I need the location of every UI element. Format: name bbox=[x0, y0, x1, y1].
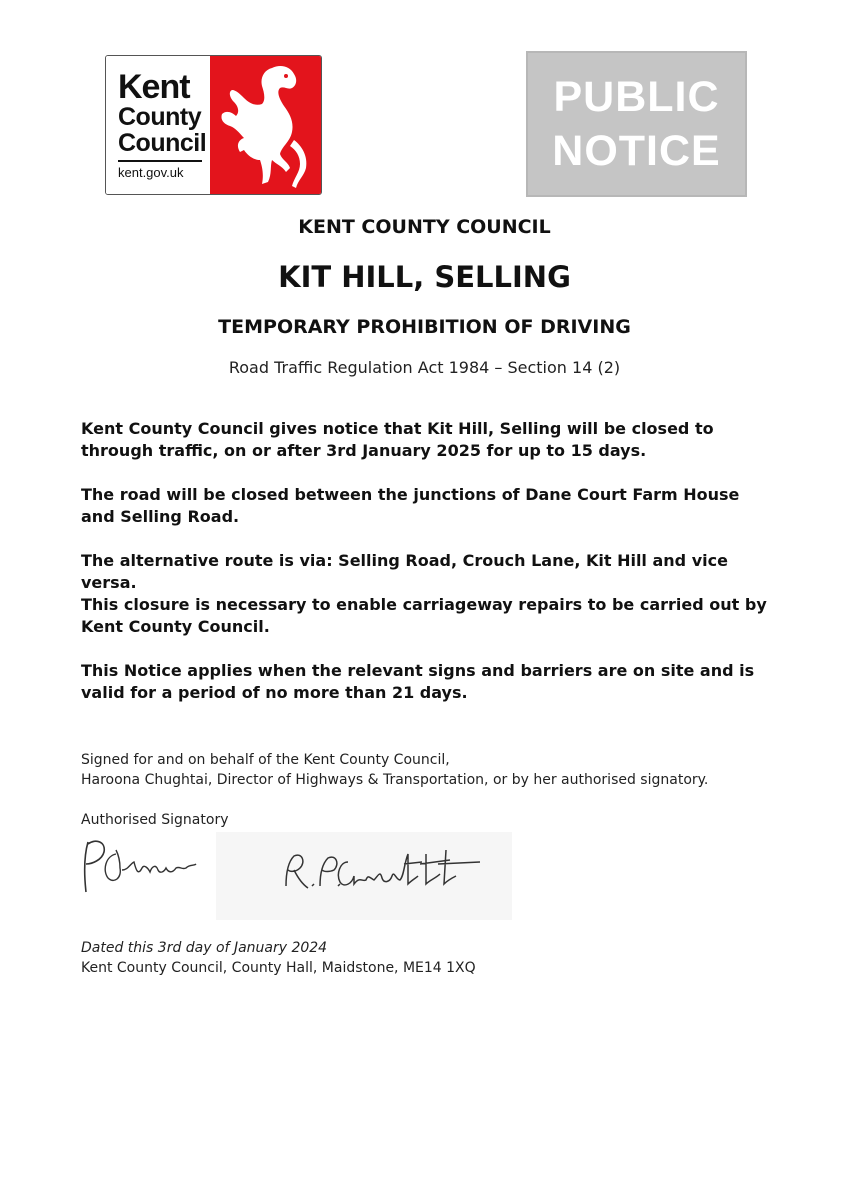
dated-line: Dated this 3rd day of January 2024 bbox=[81, 940, 328, 956]
public-notice-line2: NOTICE bbox=[552, 127, 721, 175]
logo-line-council: Council bbox=[118, 129, 207, 157]
paragraph-closure: Kent County Council gives notice that Kit Hill, Selling will be closed to through traffic, on or after 3rd January 2025 for up to 15 days. bbox=[81, 419, 714, 460]
paragraph-validity: This Notice applies when the relevant signs and barriers are on site and is valid for a period of no more than 21 days. bbox=[81, 661, 755, 702]
logo-url: kent.gov.uk bbox=[118, 165, 184, 180]
public-notice-line1: PUBLIC bbox=[553, 73, 720, 121]
paragraph-junctions: The road will be closed between the junctions of Dane Court Farm House and Selling Road. bbox=[81, 485, 740, 526]
signatures bbox=[76, 832, 516, 922]
paragraph-alternative-route: The alternative route is via: Selling Road, Crouch Lane, Kit Hill and vice versa. bbox=[81, 551, 728, 592]
logo-line-kent: Kent bbox=[118, 68, 190, 106]
logo-red-panel bbox=[210, 56, 321, 194]
signatory-director: Haroona Chughtai, Director of Highways & Transportation, or by her authorised signatory. bbox=[81, 772, 709, 788]
authorised-signatory-label: Authorised Signatory bbox=[81, 812, 229, 828]
signed-on-behalf: Signed for and on behalf of the Kent County Council, bbox=[81, 752, 450, 768]
council-address: Kent County Council, County Hall, Maidstone, ME14 1XQ bbox=[81, 960, 476, 976]
paragraph-reason: This closure is necessary to enable carriageway repairs to be carried out by Kent County Council. bbox=[81, 595, 767, 636]
kent-county-council-logo bbox=[105, 55, 322, 195]
logo-line-county: County bbox=[118, 103, 202, 131]
logo-wordmark bbox=[106, 56, 210, 194]
signature-1 bbox=[76, 834, 216, 904]
act-reference: Road Traffic Regulation Act 1984 – Section 14 (2) bbox=[228, 358, 621, 377]
council-heading: KENT COUNTY COUNCIL bbox=[298, 216, 551, 238]
public-notice-box bbox=[526, 51, 747, 197]
signature-2 bbox=[280, 840, 510, 910]
logo-rule bbox=[118, 160, 202, 162]
white-horse-icon bbox=[210, 56, 322, 195]
road-title: KIT HILL, SELLING bbox=[278, 260, 571, 294]
order-title: TEMPORARY PROHIBITION OF DRIVING bbox=[218, 316, 631, 338]
